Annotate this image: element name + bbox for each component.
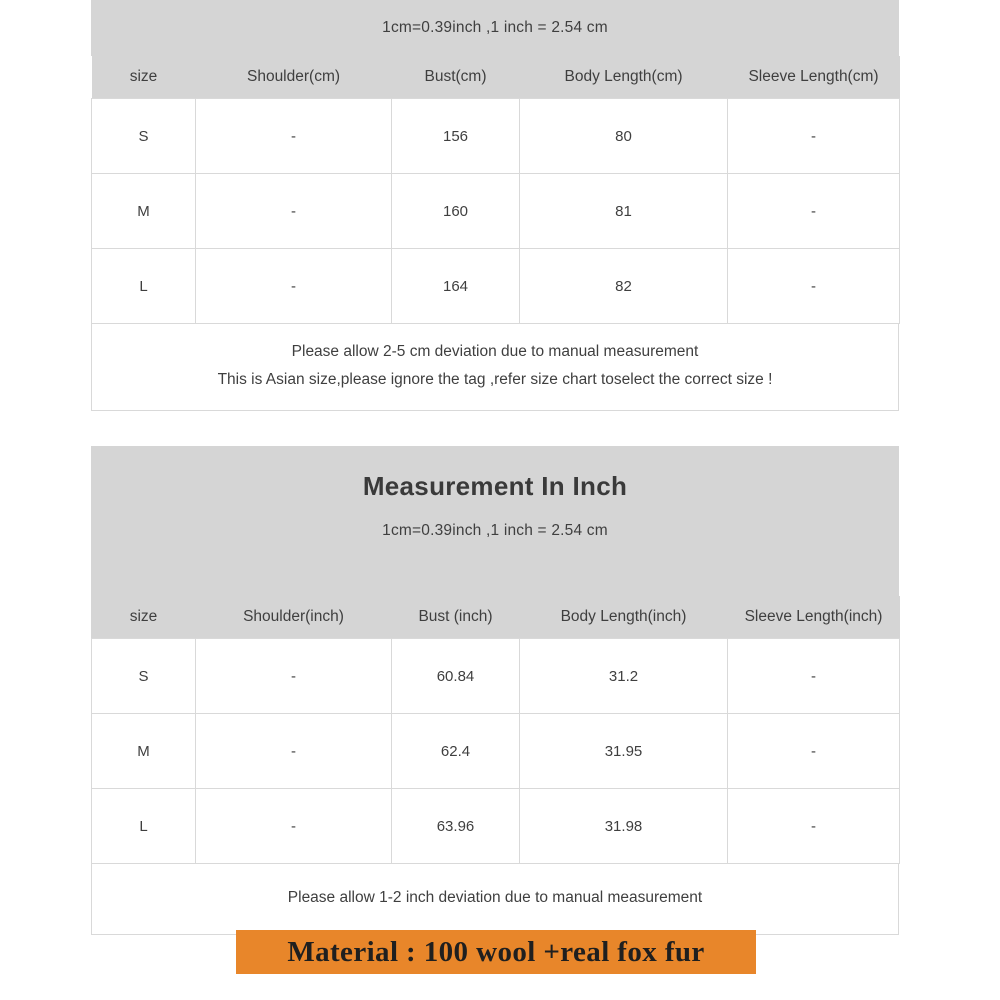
cm-note-deviation: Please allow 2-5 cm deviation due to manual measurement [291, 343, 699, 360]
cell-size: S [92, 639, 196, 714]
cell-bust: 160 [392, 174, 520, 249]
cm-size-table [91, 56, 900, 324]
cell-shoulder: - [196, 99, 392, 174]
inch-header-row [92, 596, 900, 639]
inch-col-header-body-length: Body Length(inch) [520, 596, 728, 639]
cell-size: L [92, 789, 196, 864]
inch-section [91, 446, 899, 935]
cell-size: L [92, 249, 196, 324]
cell-body-length: 81 [520, 174, 728, 249]
cell-bust: 60.84 [392, 639, 520, 714]
cm-table-body [92, 99, 900, 324]
cell-size: M [92, 714, 196, 789]
cell-sleeve-length: - [728, 249, 900, 324]
material-banner [236, 930, 756, 974]
cm-notes [91, 324, 899, 411]
cm-header-row [92, 56, 900, 99]
cell-bust: 164 [392, 249, 520, 324]
cell-sleeve-length: - [728, 639, 900, 714]
cell-size: S [92, 99, 196, 174]
cell-bust: 156 [392, 99, 520, 174]
inch-col-header-shoulder: Shoulder(inch) [196, 596, 392, 639]
table-row [92, 249, 900, 324]
cell-shoulder: - [196, 714, 392, 789]
cell-body-length: 31.95 [520, 714, 728, 789]
inch-note-deviation: Please allow 1-2 inch deviation due to manual measurement [287, 889, 703, 906]
cell-body-length: 82 [520, 249, 728, 324]
table-row [92, 714, 900, 789]
table-row [92, 639, 900, 714]
cell-bust: 62.4 [392, 714, 520, 789]
inch-table-body [92, 639, 900, 864]
cell-sleeve-length: - [728, 99, 900, 174]
table-row [92, 174, 900, 249]
cell-sleeve-length: - [728, 174, 900, 249]
cm-col-header-size: size [92, 56, 196, 99]
inch-col-header-sleeve-length: Sleeve Length(inch) [728, 596, 900, 639]
inch-notes [91, 864, 899, 935]
cell-sleeve-length: - [728, 714, 900, 789]
table-row [92, 789, 900, 864]
inch-col-header-size: size [92, 596, 196, 639]
cm-col-header-sleeve-length: Sleeve Length(cm) [728, 56, 900, 99]
cell-sleeve-length: - [728, 789, 900, 864]
cm-note-asian-size: This is Asian size,please ignore the tag ,refer size chart toselect the correct size ! [217, 371, 773, 388]
inch-size-table [91, 596, 900, 864]
cell-body-length: 31.2 [520, 639, 728, 714]
inch-col-header-bust: Bust (inch) [392, 596, 520, 639]
cm-col-header-shoulder: Shoulder(cm) [196, 56, 392, 99]
cell-shoulder: - [196, 249, 392, 324]
cm-conversion-note: 1cm=0.39inch ,1 inch = 2.54 cm [91, 0, 899, 56]
cell-body-length: 80 [520, 99, 728, 174]
cm-table-header [92, 56, 900, 99]
inch-section-title: Measurement In Inch [362, 471, 628, 501]
cell-shoulder: - [196, 639, 392, 714]
cell-shoulder: - [196, 789, 392, 864]
cell-bust: 63.96 [392, 789, 520, 864]
cm-section [91, 0, 899, 411]
cell-body-length: 31.98 [520, 789, 728, 864]
inch-conversion-note: 1cm=0.39inch ,1 inch = 2.54 cm [382, 522, 608, 539]
cell-shoulder: - [196, 174, 392, 249]
cell-size: M [92, 174, 196, 249]
cm-col-header-body-length: Body Length(cm) [520, 56, 728, 99]
table-row [92, 99, 900, 174]
material-banner-text: Material : 100 wool +real fox fur [287, 935, 705, 968]
inch-table-header [92, 596, 900, 639]
cm-col-header-bust: Bust(cm) [392, 56, 520, 99]
